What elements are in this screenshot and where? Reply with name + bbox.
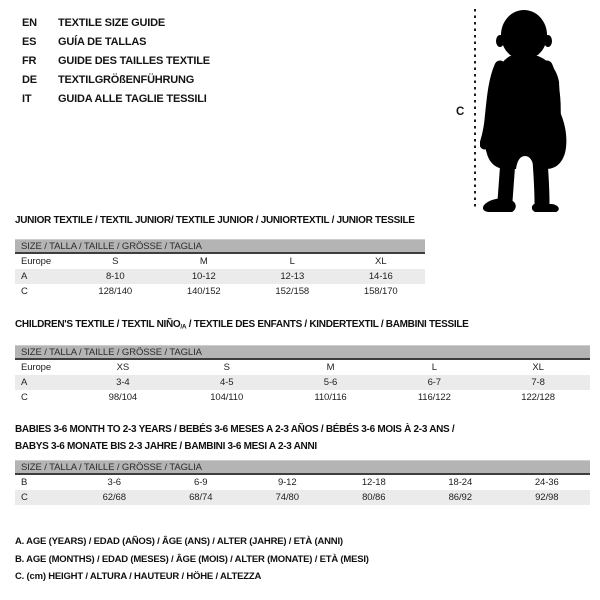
height-value: 152/158 [275, 286, 310, 297]
junior-section-heading: JUNIOR TEXTILE / TEXTIL JUNIOR/ TEXTILE JUNIOR / JUNIORTEXTIL / JUNIOR TESSILE [15, 215, 415, 226]
junior-size-table [15, 239, 425, 299]
heading-text: / TEXTILE DES ENFANTS / KINDERTEXTIL / BAMBINI TESSILE [186, 319, 469, 330]
lang-title: GUÍA DE TALLAS [58, 35, 147, 48]
size-value: M [326, 362, 335, 373]
age-value: 12-18 [361, 477, 386, 488]
toddler-silhouette-icon [480, 8, 580, 213]
note-age-months: B. AGE (MONTHS) / EDAD (MESES) / ÂGE (MOIS) / ALTER (MONATE) / ETÀ (MESI) [15, 553, 369, 565]
lang-row-it [22, 89, 210, 108]
height-value: 74/80 [275, 492, 299, 503]
row-label: A [21, 271, 28, 282]
children-size-table [15, 345, 590, 405]
age-value: 10-12 [191, 271, 216, 282]
lang-title: GUIDA ALLE TAGLIE TESSILI [58, 92, 207, 105]
age-value: 5-6 [323, 377, 338, 388]
height-value: 158/170 [363, 286, 398, 297]
row-label: B [21, 477, 28, 488]
row-label: Europe [21, 362, 52, 373]
table-row [15, 254, 425, 269]
age-value: 7-8 [531, 377, 545, 388]
size-value: L [289, 256, 295, 267]
size-header-bar: SIZE / TALLA / TAILLE / GRÖSSE / TAGLIA [15, 460, 590, 475]
size-value: XS [116, 362, 130, 373]
lang-row-de [22, 70, 210, 89]
size-value: XL [532, 362, 544, 373]
age-value: 3-6 [107, 477, 121, 488]
table-row [15, 390, 590, 405]
lang-code: ES [22, 35, 37, 48]
height-value: 140/152 [186, 286, 221, 297]
size-value: XL [375, 256, 387, 267]
age-value: 6-7 [427, 377, 441, 388]
row-label: C [21, 286, 28, 297]
height-value: 86/92 [448, 492, 472, 503]
row-label: Europe [21, 256, 52, 267]
height-value: 116/122 [417, 392, 451, 403]
height-value: 92/98 [535, 492, 559, 503]
heading-text: CHILDREN'S TEXTILE / TEXTIL NIÑO [15, 319, 181, 330]
lang-code: DE [22, 73, 37, 86]
table-row [15, 475, 590, 490]
height-measure-label: C [456, 106, 465, 118]
lang-code: IT [22, 92, 32, 105]
lang-row-en [22, 13, 210, 32]
age-value: 6-9 [194, 477, 208, 488]
note-age-years: A. AGE (YEARS) / EDAD (AÑOS) / ÂGE (ANS) / ALTER (JAHRE) / ETÀ (ANNI) [15, 536, 343, 547]
lang-row-es [22, 32, 210, 51]
height-value: 104/110 [210, 392, 244, 403]
table-row [15, 284, 425, 299]
row-label: C [21, 492, 28, 503]
toddler-figure [448, 5, 598, 220]
height-dotted-line [474, 9, 476, 209]
heading-line-2: BABYS 3-6 MONATE BIS 2-3 JAHRE / BAMBINI 3-6 MESI A 2-3 ANNI [15, 440, 317, 452]
size-value: S [112, 256, 119, 267]
children-section-heading [15, 319, 469, 331]
height-value: 62/68 [102, 492, 126, 503]
lang-row-fr [22, 51, 210, 70]
lang-title: GUIDE DES TAILLES TEXTILE [58, 54, 210, 67]
age-value: 14-16 [368, 271, 393, 282]
size-value: S [223, 362, 230, 373]
height-value: 122/128 [521, 392, 555, 403]
note-height: C. (cm) HEIGHT / ALTURA / HAUTEUR / HÖHE / ALTEZZA [15, 571, 262, 582]
age-value: 3-4 [116, 377, 130, 388]
age-value: 12-13 [280, 271, 305, 282]
table-row [15, 375, 590, 390]
age-value: 18-24 [448, 477, 473, 488]
age-value: 8-10 [105, 271, 125, 282]
heading-subscript: /A [180, 323, 187, 331]
heading-line-1: BABIES 3-6 MONTH TO 2-3 YEARS / BEBÉS 3-6 MESES A 2-3 AÑOS / BÉBÉS 3-6 MOIS À 2-3 ANS / [15, 424, 455, 435]
height-value: 80/86 [362, 492, 386, 503]
table-row [15, 360, 590, 375]
row-label: C [21, 392, 28, 403]
height-value: 68/74 [189, 492, 213, 503]
size-value: L [431, 362, 437, 373]
table-row [15, 490, 590, 505]
height-value: 128/140 [98, 286, 133, 297]
lang-code: FR [22, 54, 37, 67]
babies-size-table [15, 460, 590, 505]
row-label: A [21, 377, 28, 388]
size-header-bar: SIZE / TALLA / TAILLE / GRÖSSE / TAGLIA [15, 345, 590, 360]
babies-section-heading [15, 422, 454, 455]
age-value: 24-36 [534, 477, 559, 488]
size-value: M [199, 256, 208, 267]
height-value: 98/104 [108, 392, 138, 403]
table-row [15, 269, 425, 284]
legend-notes [15, 533, 369, 586]
age-value: 4-5 [219, 377, 234, 388]
lang-code: EN [22, 16, 37, 29]
lang-title: TEXTILE SIZE GUIDE [58, 16, 166, 29]
lang-title: TEXTILGRÖßENFÜHRUNG [58, 73, 195, 86]
height-value: 110/116 [314, 392, 347, 403]
age-value: 9-12 [277, 477, 297, 488]
language-title-block [22, 13, 210, 108]
size-header-bar: SIZE / TALLA / TAILLE / GRÖSSE / TAGLIA [15, 239, 425, 254]
